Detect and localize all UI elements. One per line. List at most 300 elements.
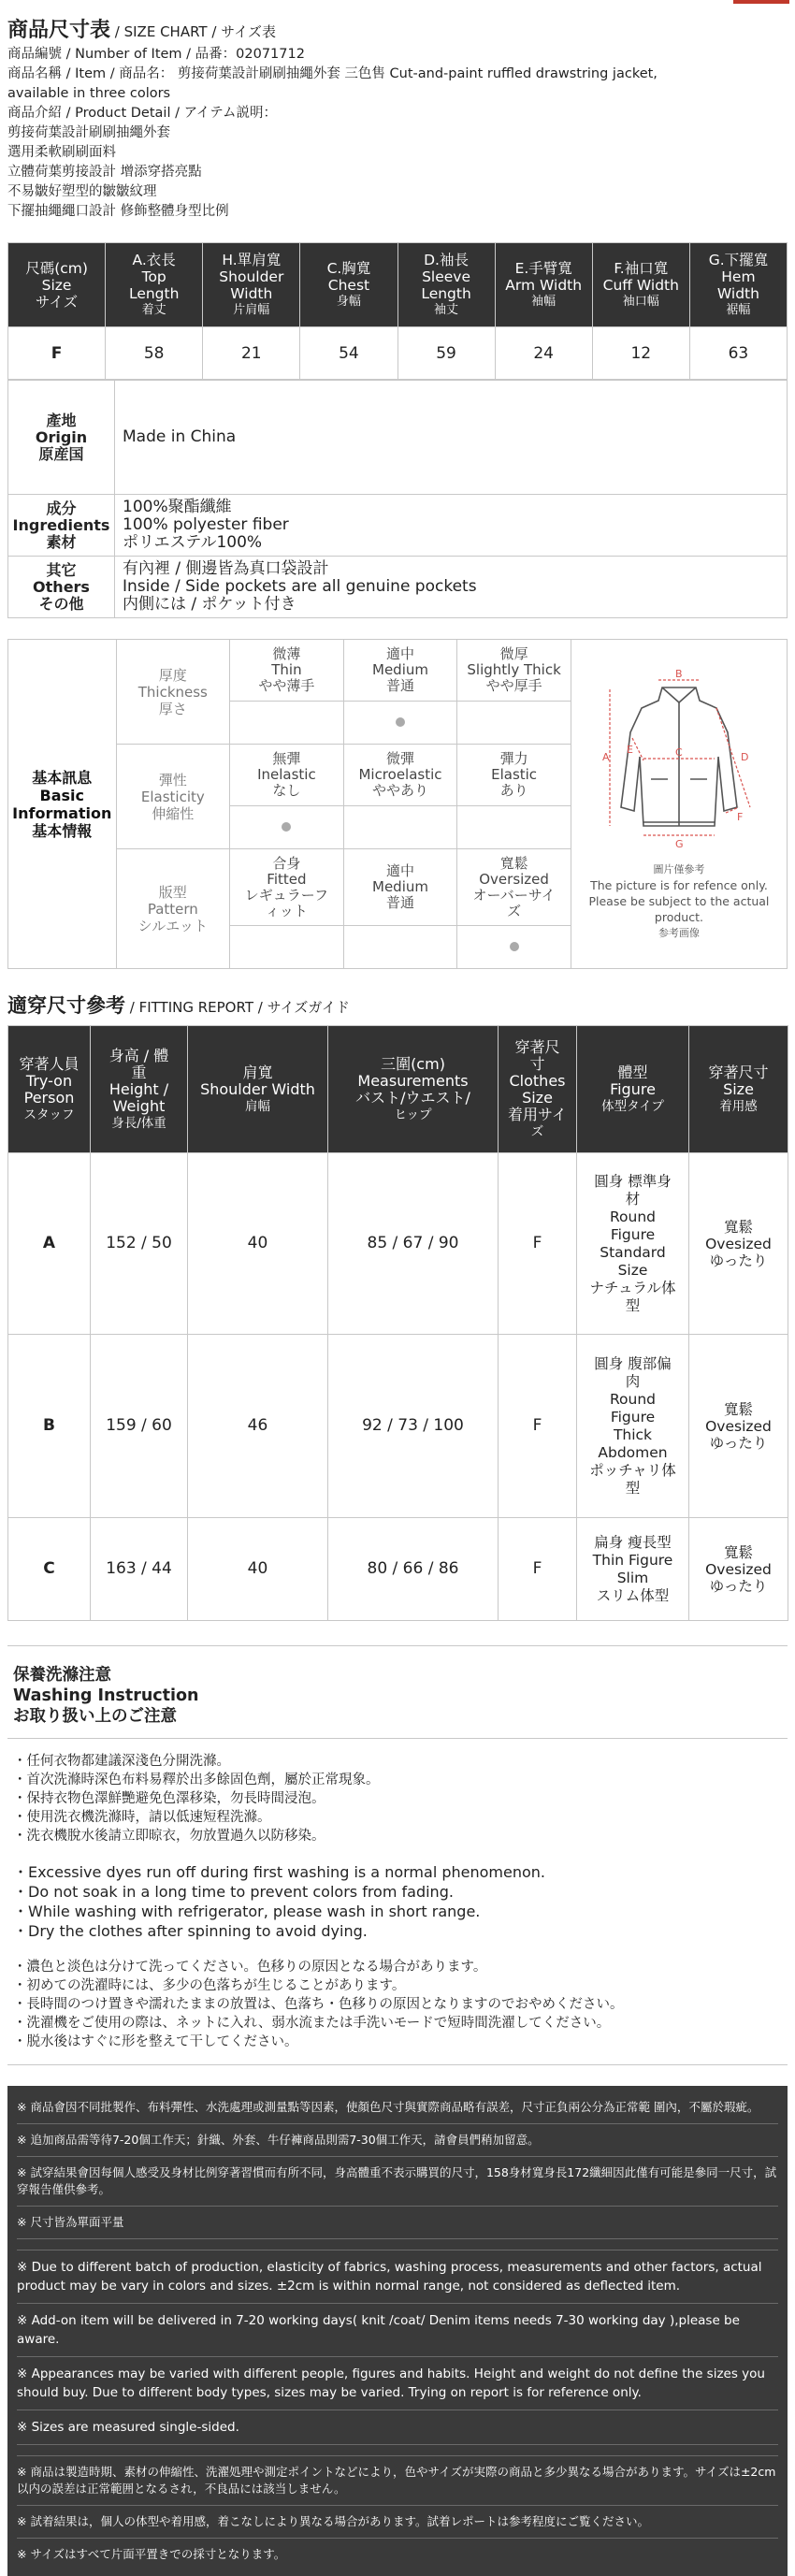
thickness-option-medium [343, 640, 457, 702]
washing-en [13, 1862, 782, 1941]
size-col-header [398, 243, 495, 327]
text-line: Elasticity [140, 788, 205, 805]
note-item: ※ Appearances may be varied with different people, figures and habits. Height and weight do not define the sizes you should buy. Due to different body types, sizes may be varied. Trying on report is for reference only. [17, 2357, 778, 2410]
fitting-hw-cell: 152 / 50 [91, 1153, 188, 1335]
header-line: Size [723, 1079, 754, 1098]
image-note-line: 圖片僅參考 [653, 863, 705, 876]
fitting-person-cell: B [8, 1335, 91, 1518]
text-line: ゆったり [709, 1252, 768, 1269]
elasticity-label [116, 745, 230, 849]
header-line: 着用感 [719, 1098, 758, 1114]
text-line: Origin [35, 427, 88, 446]
fitting-person-cell: C [8, 1518, 91, 1621]
header-line: D.袖長 [424, 251, 469, 268]
fitting-size-cell: F [499, 1518, 577, 1621]
text-line: Fitted [267, 870, 307, 888]
header-line: Length [421, 284, 471, 302]
text-line: 商品編號 / Number of Item / 品番：02071712 [7, 47, 305, 62]
header-line: Figure [610, 1079, 656, 1098]
text-line: 厚度 [158, 666, 187, 684]
fitting-hw-cell: 163 / 44 [91, 1518, 188, 1621]
text-line: Information [12, 803, 112, 822]
jacket-diagram [585, 667, 773, 854]
note-item: ※ 試穿結果會因每個人感受及身材比例穿著習慣而有所不同，身高體重不表示購買的尺寸，158身材寬身長172纖細因此僅有可能是參同一尺寸，試穿報告僅供參考。 [17, 2157, 778, 2207]
fitting-col-header [91, 1026, 188, 1153]
others-value [115, 557, 788, 618]
text-line: Inside / Side pockets are all genuine pockets [123, 577, 477, 596]
text-line: Thick [613, 1425, 653, 1443]
fitting-row [8, 1335, 788, 1518]
fitting-figure-cell [577, 1518, 689, 1621]
basic-info-label [8, 640, 117, 969]
text-line: ・首次洗滌時深色布料易釋於出多餘固色劑，屬於正常現象。 [13, 1773, 380, 1787]
fitting-col-header [328, 1026, 499, 1153]
text-line: 不易皺好塑型的皺皺紋理 [7, 184, 157, 199]
diagram-letter-e: E [626, 744, 633, 756]
size-col-header [495, 243, 592, 327]
text-line: Abdomen [598, 1443, 668, 1461]
text-line: ・Do not soak in a long time to prevent colors from fading. [13, 1883, 454, 1901]
size-table [7, 242, 788, 380]
basic-info-table [7, 639, 788, 969]
note-item: ※ サイズはすべて片面平置きでの採寸となります。 [17, 2547, 286, 2561]
text-line: その他 [38, 594, 84, 613]
text-line: ズ [507, 902, 522, 919]
washing-ja [13, 1958, 782, 2051]
text-line: Others [33, 577, 90, 596]
text-line: 基本情報 [32, 821, 93, 840]
header-line: 裾幅 [726, 302, 751, 317]
washing-section [7, 1645, 788, 2065]
fitting-col-header [188, 1026, 328, 1153]
fitting-figure-cell [577, 1335, 689, 1518]
header-line: 寸 [529, 1054, 545, 1073]
text-line: 原産国 [38, 444, 84, 463]
attribute-table [7, 380, 788, 618]
pattern-dot [343, 926, 457, 969]
size-value-cell: 59 [398, 327, 495, 380]
size-col-header [689, 243, 787, 327]
title-bold: 商品尺寸表 [7, 19, 111, 42]
text-line: Figure [610, 1408, 656, 1425]
pattern-option-fitted [230, 849, 344, 926]
fitting-col-header [577, 1026, 689, 1153]
header-line: Shoulder [219, 268, 284, 285]
header-line: Arm Width [505, 276, 583, 294]
text-line: 彈力 [499, 750, 528, 767]
diagram-letter-f: F [736, 811, 744, 823]
text-line: 商品介紹 / Product Detail / アイテム説明： [7, 106, 278, 121]
note-divider [17, 2445, 778, 2456]
text-line: やや厚手 [485, 677, 542, 694]
header-line: 着丈 [141, 302, 166, 317]
text-line: 選用柔軟刷刷面料 [7, 145, 116, 160]
fitting-hw-cell: 159 / 60 [91, 1335, 188, 1518]
image-note-line: product. [654, 910, 703, 924]
header-line: H.單肩寬 [222, 251, 282, 268]
header-line: A.衣長 [132, 251, 176, 268]
text-line: 内側には / ポケット付き [123, 595, 296, 614]
text-line: 基本訊息 [32, 768, 93, 787]
text-line: ィット [265, 902, 308, 919]
text-line: Oversized [479, 870, 549, 888]
header-line: 身幅 [336, 294, 361, 309]
text-line: ・While washing with refrigerator, please wash in short range. [13, 1903, 481, 1920]
text-line: ゆったり [709, 1434, 768, 1452]
text-line: あり [499, 782, 528, 799]
text-line: ・Excessive dyes run off during first washing is a normal phenomenon. [13, 1863, 545, 1881]
text-line: 寬鬆 [723, 1400, 753, 1418]
header-line: G.下擺寬 [708, 251, 769, 268]
thickness-dot [343, 702, 457, 745]
product-info-lines [7, 45, 788, 222]
header-line: Chest [327, 276, 370, 294]
thickness-option-thick [457, 640, 571, 702]
fitting-table [7, 1025, 788, 1621]
text-line: ・保持衣物色澤鮮艷避免色澤移染，勿長時間浸泡。 [13, 1791, 325, 1806]
header-line: Size [41, 276, 72, 294]
note-item: ※ Add-on item will be delivered in 7-20 working days( knit /coat/ Denim items needs 7-30 working day ),please be aware. [17, 2304, 778, 2357]
text-line: やや薄手 [258, 677, 315, 694]
header-line: 片肩幅 [233, 302, 270, 317]
diagram-letter-b: B [674, 668, 683, 680]
washing-instructions [7, 1739, 788, 2065]
size-value-cell: 24 [495, 327, 592, 380]
header-line: 身高 / 體 [108, 1046, 169, 1064]
header-line: バスト/ウエスト/ [355, 1088, 470, 1107]
text-line: Ingredients [12, 515, 110, 534]
selected-dot-icon [282, 822, 291, 832]
header-line: Top [141, 268, 166, 285]
text-line: Elastic [491, 766, 538, 783]
text-line: 微厚 [499, 645, 528, 662]
fitting-table-header [8, 1026, 788, 1153]
text-line: Pattern [147, 900, 198, 918]
text-line: ややあり [371, 782, 428, 799]
size-table-header [8, 243, 788, 327]
text-line: 彈性 [158, 771, 187, 789]
elasticity-option-elastic [457, 745, 571, 806]
fitting-size-cell: F [499, 1153, 577, 1335]
fitting-col-header [8, 1026, 91, 1153]
others-label [8, 557, 115, 618]
header-line: 穿著尺寸 [708, 1063, 769, 1081]
accent-bar [733, 0, 789, 4]
text-line: ・濃色と淡色は分けて洗ってください。色移りの原因となる場合があります。 [13, 1960, 487, 1975]
origin-value: Made in China [115, 381, 788, 495]
header-line: 肩寬 [242, 1063, 273, 1081]
pattern-option-oversized [457, 849, 571, 926]
size-col-header [106, 243, 203, 327]
text-line: Slightly Thick [467, 661, 561, 678]
selected-dot-icon [510, 942, 519, 951]
text-line: Washing Instruction [13, 1686, 199, 1705]
text-line: 合身 [272, 854, 301, 872]
header-line: Length [128, 284, 180, 302]
text-line: 材 [625, 1190, 641, 1208]
header-line: 三圍(cm) [381, 1054, 445, 1073]
header-line: ヒップ [394, 1107, 432, 1122]
text-line: 100%聚酯纖維 [123, 498, 232, 516]
text-line: ポッチャリ体 [589, 1461, 676, 1479]
image-note-line: 参考画像 [658, 927, 700, 939]
text-line: ・脱水後はすぐに形を整えて干してください。 [13, 2034, 298, 2049]
text-line: 100% polyester fiber [123, 515, 289, 534]
fitting-report-title [7, 993, 788, 1020]
header-line: 着用サイ [508, 1105, 567, 1123]
washing-zh [13, 1752, 782, 1845]
text-line: オーバーサイ [472, 886, 556, 904]
size-value-cell: 63 [689, 327, 787, 380]
text-line: Medium [372, 878, 428, 895]
fitting-size-cell: F [499, 1335, 577, 1518]
text-line: 圓身 標準身 [594, 1172, 672, 1190]
header-line: Shoulder Width [200, 1079, 315, 1098]
text-line: 寬鬆 [723, 1218, 753, 1236]
text-line: 下擺抽繩繩口設計 修飾整體身型比例 [7, 204, 229, 219]
text-line: 型 [625, 1479, 641, 1497]
elasticity-option-micro [343, 745, 457, 806]
fitting-feel-cell [689, 1153, 788, 1335]
elasticity-option-inelastic [230, 745, 344, 806]
pattern-label [116, 849, 230, 969]
text-line: 寬鬆 [723, 1543, 753, 1561]
text-line: Ovesized [705, 1235, 772, 1252]
diagram-letter-c: C [674, 746, 683, 759]
note-item: ※ 商品は製造時期、素材の伸縮性、洗濯処理や測定ポイントなどにより，色やサイズが実際の商品と多少異なる場合があります。サイズは±2cm以内の誤差は正常範囲となるされ，不良品には該当しません。 [17, 2456, 778, 2506]
size-chart-title [7, 17, 788, 45]
header-line: Weight [112, 1096, 166, 1115]
elasticity-dot [457, 806, 571, 849]
text-line: シルエット [137, 917, 208, 934]
text-line: 成分 [46, 499, 77, 517]
thickness-row [8, 640, 788, 702]
text-line: 適中 [385, 862, 414, 879]
header-line: Height / [108, 1079, 169, 1098]
text-line: 適中 [385, 645, 414, 662]
header-line: 身長/体重 [111, 1115, 166, 1131]
text-line: 微薄 [272, 645, 301, 662]
header-line: 袖口幅 [622, 294, 659, 309]
text-line: Thin [271, 661, 302, 678]
fitting-col-header [499, 1026, 577, 1153]
fitting-figure-cell [577, 1153, 689, 1335]
text-line: 無彈 [272, 750, 301, 767]
text-line: Thin Figure [592, 1551, 673, 1569]
text-line: ・Dry the clothes after spinning to avoid dying. [13, 1922, 368, 1940]
text-line: スリム体型 [596, 1586, 670, 1604]
ingredients-row [8, 495, 788, 557]
header-line: Try-on [25, 1071, 73, 1090]
text-line: ・使用洗衣機洗滌時，請以低速短程洗滌。 [13, 1810, 271, 1825]
header-line: E.手臂寬 [514, 259, 572, 277]
text-line: available in three colors [7, 86, 171, 101]
pattern-dot [230, 926, 344, 969]
fitting-shoulder-cell: 40 [188, 1518, 328, 1621]
jacket-diagram-cell [571, 640, 787, 969]
note-item: ※ Sizes are measured single-sided. [17, 2410, 778, 2445]
header-line: Size [522, 1088, 553, 1107]
size-chart-header [7, 0, 788, 222]
fitting-shoulder-cell: 40 [188, 1153, 328, 1335]
thickness-dot [230, 702, 344, 745]
text-line: 圓身 腹部偏 [594, 1354, 672, 1372]
fitting-col-header [689, 1026, 788, 1153]
header-line: Width [716, 284, 759, 302]
header-line: 體型 [617, 1063, 648, 1081]
text-line: お取り扱い上のご注意 [13, 1707, 177, 1726]
text-line: Ovesized [705, 1560, 772, 1578]
others-row [8, 557, 788, 618]
elasticity-dot [230, 806, 344, 849]
washing-title [7, 1646, 788, 1739]
diagram-letter-d: D [740, 751, 749, 763]
text-line: Basic [39, 786, 84, 804]
header-line: Cuff Width [602, 276, 679, 294]
header-line: Measurements [357, 1071, 469, 1090]
text-line: ・初めての洗濯時には、多少の色落ちが生じることがあります。 [13, 1978, 406, 1993]
note-item: ※ 商品會因不同批製作、布料彈性、水洗處理或測量點等因素，使顏色尺寸與實際商品略有誤差，尺寸正負兩公分為正常範 圍內，不屬於瑕疵。 [17, 2091, 778, 2124]
elasticity-dot [343, 806, 457, 849]
header-line: 穿著尺 [514, 1037, 560, 1056]
note-item: ※ 追加商品需等待7-20個工作天；針織、外套、牛仔褲商品則需7-30個工作天，請會員們稍加留意。 [17, 2124, 778, 2157]
header-line: Hem [721, 268, 756, 285]
text-line: ゆったり [709, 1577, 768, 1595]
header-line: 袖幅 [531, 294, 556, 309]
image-note-line: Please be subject to the actual [588, 894, 770, 908]
thickness-option-thin [230, 640, 344, 702]
text-line: 普通 [385, 894, 414, 911]
text-line: 微彈 [385, 750, 414, 767]
size-value-cell: 21 [203, 327, 300, 380]
header-line: 重 [131, 1063, 147, 1081]
text-line: 扁身 瘦長型 [594, 1533, 672, 1551]
header-line: C.胸寬 [326, 259, 371, 277]
size-col-header [300, 243, 398, 327]
fitting-title-bold: 適穿尺寸參考 [7, 994, 125, 1017]
text-line: 商品名稱 / Item / 商品名： 剪接荷葉設計刷刷抽繩外套 三色售 Cut-and-paint ruffled drawstring jacket, [7, 66, 658, 81]
header-line: Width [230, 284, 273, 302]
text-line: Medium [372, 661, 428, 678]
ingredients-value [115, 495, 788, 557]
text-line: 其它 [46, 560, 77, 579]
size-col-header [203, 243, 300, 327]
size-value-cell: 12 [592, 327, 689, 380]
text-line: なし [272, 782, 301, 799]
size-col-header [592, 243, 689, 327]
fitting-meas-cell: 92 / 73 / 100 [328, 1335, 499, 1518]
text-line: 寬鬆 [499, 854, 528, 872]
text-line: ・洗濯機をご使用の際は、ネットに入れ、弱水流または手洗いモードで短時間洗濯してください。 [13, 2016, 611, 2031]
text-line: 素材 [46, 532, 77, 551]
origin-label [8, 381, 115, 495]
fitting-table-body [8, 1153, 788, 1621]
header-line: 体型タイプ [601, 1098, 664, 1114]
thickness-label [116, 640, 230, 745]
text-line: 普通 [385, 677, 414, 694]
size-value-cell: 58 [106, 327, 203, 380]
selected-dot-icon [396, 717, 405, 727]
header-line: スタッフ [23, 1107, 75, 1122]
header-line: F.袖口寬 [614, 259, 669, 277]
note-item: ※ 試着結果は，個人の体型や着用感，着こなしにより異なる場合があります。試着レポートは参考程度にご覧ください。 [17, 2506, 778, 2539]
text-line: Size [617, 1261, 648, 1279]
fitting-row [8, 1153, 788, 1335]
text-line: Ovesized [705, 1417, 772, 1435]
image-note-line: The picture is for refence only. [590, 878, 768, 892]
text-line: 剪接荷葉設計刷刷抽繩外套 [7, 125, 170, 140]
header-line: 袖丈 [434, 302, 459, 317]
header-line: サイズ [35, 293, 79, 311]
pattern-option-medium [343, 849, 457, 926]
text-line: Microelastic [358, 766, 442, 783]
pattern-dot [457, 926, 571, 969]
note-item: ※ 尺寸皆為單面平量 [17, 2207, 778, 2239]
text-line: 立體荷葉剪接設計 增添穿搭亮點 [7, 165, 202, 180]
header-line: ズ [530, 1123, 544, 1139]
text-line: ポリエステル100% [123, 533, 263, 552]
text-line: Round [609, 1390, 657, 1408]
header-line: Clothes [509, 1071, 566, 1090]
notes-panel [7, 2086, 788, 2576]
header-line: Sleeve [422, 268, 471, 285]
text-line: Standard [600, 1243, 666, 1261]
diagram-letter-a: A [601, 751, 610, 763]
text-line: Inelastic [257, 766, 316, 783]
text-line: 保養洗滌注意 [13, 1666, 111, 1685]
text-line: 版型 [158, 883, 187, 901]
text-line: 伸縮性 [152, 804, 195, 822]
text-line: 厚さ [158, 700, 187, 717]
fitting-feel-cell [689, 1335, 788, 1518]
title-rest: / SIZE CHART / サイズ表 [110, 23, 276, 40]
text-line: レギュラーフ [244, 886, 329, 904]
fitting-shoulder-cell: 46 [188, 1335, 328, 1518]
fitting-feel-cell [689, 1518, 788, 1621]
size-value-cell: 54 [300, 327, 398, 380]
text-line: ・長時間のつけ置きや濡れたままの放置は、色落ち・色移りの原因となりますのでおやめください。 [13, 1997, 624, 2012]
header-line: Person [23, 1088, 75, 1107]
text-line: 有內裡 / 側邊皆為真口袋設計 [123, 559, 329, 578]
fitting-title-rest: / FITTING REPORT / サイズガイド [125, 999, 350, 1016]
header-line: 肩幅 [245, 1098, 270, 1114]
origin-row [8, 381, 788, 495]
fitting-person-cell: A [8, 1153, 91, 1335]
text-line: ・任何衣物都建議深淺色分開洗滌。 [13, 1754, 230, 1769]
text-line: Slim [616, 1569, 649, 1586]
fitting-row [8, 1518, 788, 1621]
text-line: Thickness [137, 683, 208, 701]
image-reference-note [571, 861, 787, 941]
size-table-row [8, 327, 788, 380]
size-label-cell: F [8, 327, 106, 380]
thickness-dot [457, 702, 571, 745]
diagram-letter-g: G [674, 838, 684, 850]
fitting-meas-cell: 85 / 67 / 90 [328, 1153, 499, 1335]
text-line: 產地 [46, 411, 77, 429]
text-line: Figure [610, 1225, 656, 1243]
header-line: 尺碼(cm) [25, 259, 88, 277]
note-item: ※ Due to different batch of production, elasticity of fabrics, washing process, measurements and other factors, actual product may be vary in colors and sizes. ±2cm is within normal range, not considered as deflected item. [17, 2250, 778, 2304]
header-line: 穿著人員 [19, 1054, 80, 1073]
text-line: 型 [625, 1296, 641, 1314]
text-line: ・洗衣機脫水後請立即晾衣，勿放置過久以防移染。 [13, 1829, 325, 1844]
text-line: Round [609, 1208, 657, 1225]
size-col-header [8, 243, 106, 327]
text-line: ナチュラル体 [589, 1279, 676, 1296]
ingredients-label [8, 495, 115, 557]
note-divider [17, 2239, 778, 2250]
